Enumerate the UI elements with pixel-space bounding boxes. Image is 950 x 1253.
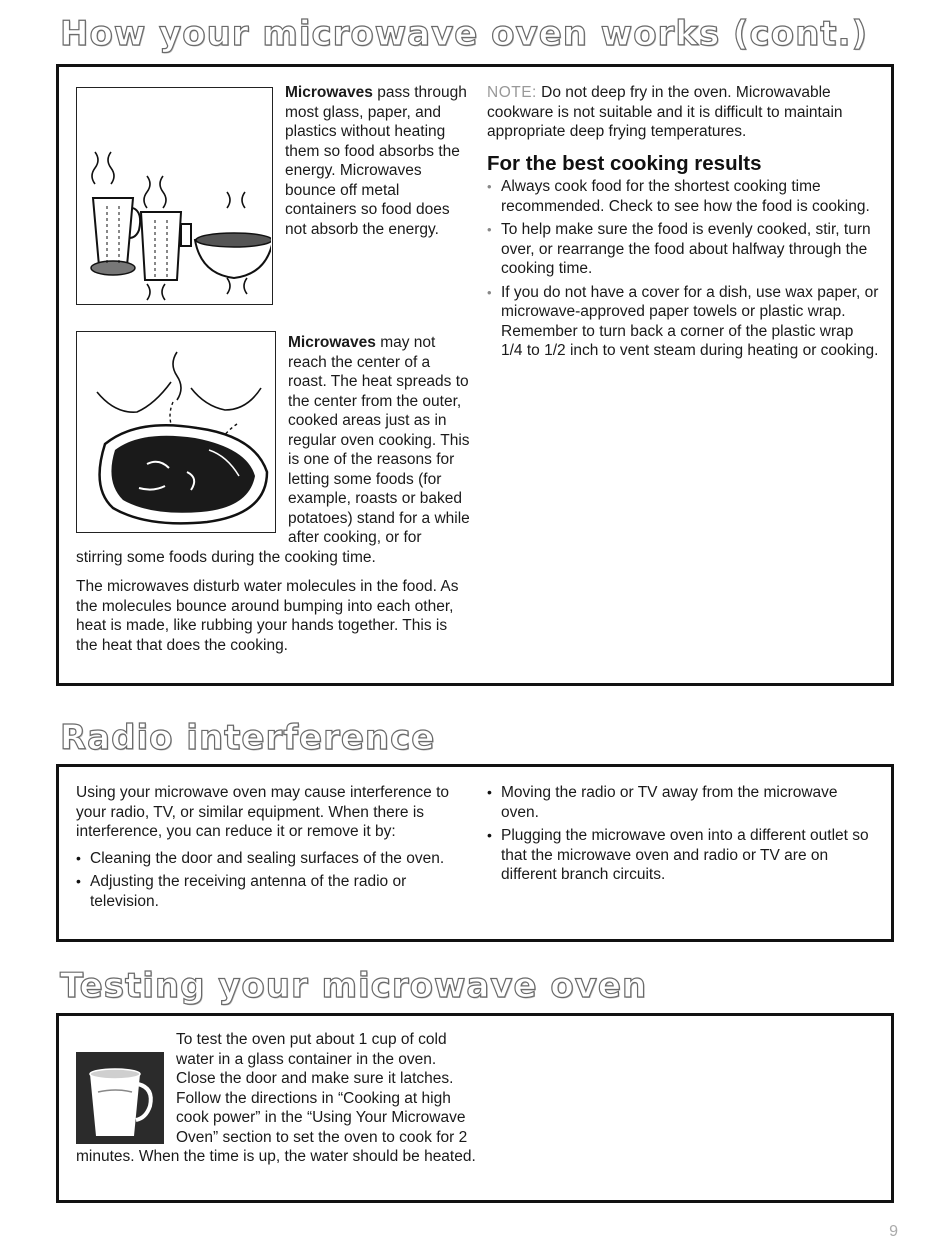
- list-item: [487, 826, 879, 885]
- section-title-testing-microwave: Testing your microwave oven: [60, 966, 648, 1006]
- radio-intro-paragraph: Using your microwave oven may cause interference to your radio, TV, or similar equipment. When there is interference, you can reduce it or remove it by:: [76, 784, 450, 840]
- microwaves-term-2: Microwaves: [288, 334, 376, 351]
- bullet-icon: •: [487, 784, 492, 800]
- left-column: [76, 83, 471, 662]
- note-label: NOTE:: [487, 84, 537, 101]
- measuring-cup-illustration: [76, 1052, 164, 1144]
- microwaves-center-text: may not reach the center of a roast. The heat spreads to the center from the outer, cooked areas just as in regular oven cooking. This is one of the reasons for letting some foods (for example, roasts or baked potatoes) stand for a while after cooking, or for stirring some foods during the cooking time.: [76, 334, 470, 566]
- cooking-tips-list: [487, 177, 879, 361]
- testing-text: To test the oven put about 1 cup of cold water in a glass container in the oven. Close the door and make sure it latches. Follow the directions in “Cooking at high cook power” in the “Using Your Microwave Oven” section to set the oven to cook for 2 minutes. When the time is up, the water should be heated.: [76, 1031, 476, 1165]
- list-item: [487, 177, 879, 216]
- roast-illustration: [76, 331, 276, 533]
- microwaves-term: Microwaves: [285, 84, 373, 101]
- microwaves-pass-text: pass through most glass, paper, and plastics without heating them so food absorbs the energy. Microwaves bounce off metal containers so food does not absorb the energy.: [285, 84, 467, 238]
- tip-text: If you do not have a cover for a dish, use wax paper, or microwave-approved paper towels or plastic wrap. Remember to turn back a corner of the plastic wrap 1/4 to 1/2 inch to vent steam during heating or cooking.: [501, 283, 879, 359]
- how-microwave-works-box: [56, 64, 894, 686]
- tip-text: Always cook food for the shortest cooking time recommended. Check to see how the food is cooking.: [501, 178, 870, 215]
- list-item: [487, 283, 879, 361]
- section-title-radio-interference: Radio interference: [60, 718, 436, 758]
- radio-fixes-list-left: [76, 849, 471, 912]
- testing-column: [76, 1030, 476, 1174]
- radio-interference-box: [56, 764, 894, 942]
- bullet-icon: •: [487, 179, 492, 194]
- page-number: 9: [889, 1223, 898, 1240]
- microwaves-center-paragraph: [76, 333, 471, 567]
- radio-fixes-list-right: [487, 783, 879, 885]
- list-item: [76, 849, 471, 869]
- fix-text: Moving the radio or TV away from the microwave oven.: [501, 784, 838, 821]
- microwaves-pass-paragraph: [76, 83, 471, 239]
- radio-left-column: [76, 783, 471, 915]
- testing-paragraph: [76, 1030, 476, 1167]
- note-paragraph: [487, 83, 879, 142]
- cookware-icon: [77, 88, 271, 303]
- bullet-icon: •: [487, 284, 492, 300]
- list-item: [76, 872, 471, 911]
- list-item: [487, 220, 879, 279]
- radio-right-column: [487, 783, 879, 889]
- best-cooking-heading: For the best cooking results: [487, 151, 762, 175]
- microwave-containers-illustration: [76, 87, 273, 305]
- fix-text: Plugging the microwave oven into a different outlet so that the microwave oven and radio or TV are on different branch circuits.: [501, 827, 869, 883]
- measuring-cup-icon: [76, 1052, 164, 1144]
- fix-text: Adjusting the receiving antenna of the radio or television.: [90, 873, 407, 910]
- fix-text: Cleaning the door and sealing surfaces of the oven.: [90, 849, 445, 867]
- bullet-icon: •: [487, 222, 492, 237]
- bullet-icon: •: [487, 827, 492, 843]
- section-title-how-microwave-works: How your microwave oven works (cont.): [60, 14, 868, 54]
- bullet-icon: •: [76, 873, 81, 889]
- bullet-icon: •: [76, 849, 81, 866]
- right-column: [487, 83, 879, 365]
- list-item: [487, 783, 879, 822]
- note-text: Do not deep fry in the oven. Microwavable cookware is not suitable and it is difficult to maintain appropriate deep frying temperatures.: [487, 84, 843, 140]
- tip-text: To help make sure the food is evenly cooked, stir, turn over, or rearrange the food about halfway through the cooking time.: [501, 221, 871, 277]
- roast-icon: [77, 332, 274, 531]
- testing-microwave-box: [56, 1013, 894, 1203]
- water-molecules-paragraph: The microwaves disturb water molecules in the food. As the molecules bounce around bumping into each other, heat is made, like rubbing your hands together. This is the heat that does the cooking.: [76, 578, 459, 654]
